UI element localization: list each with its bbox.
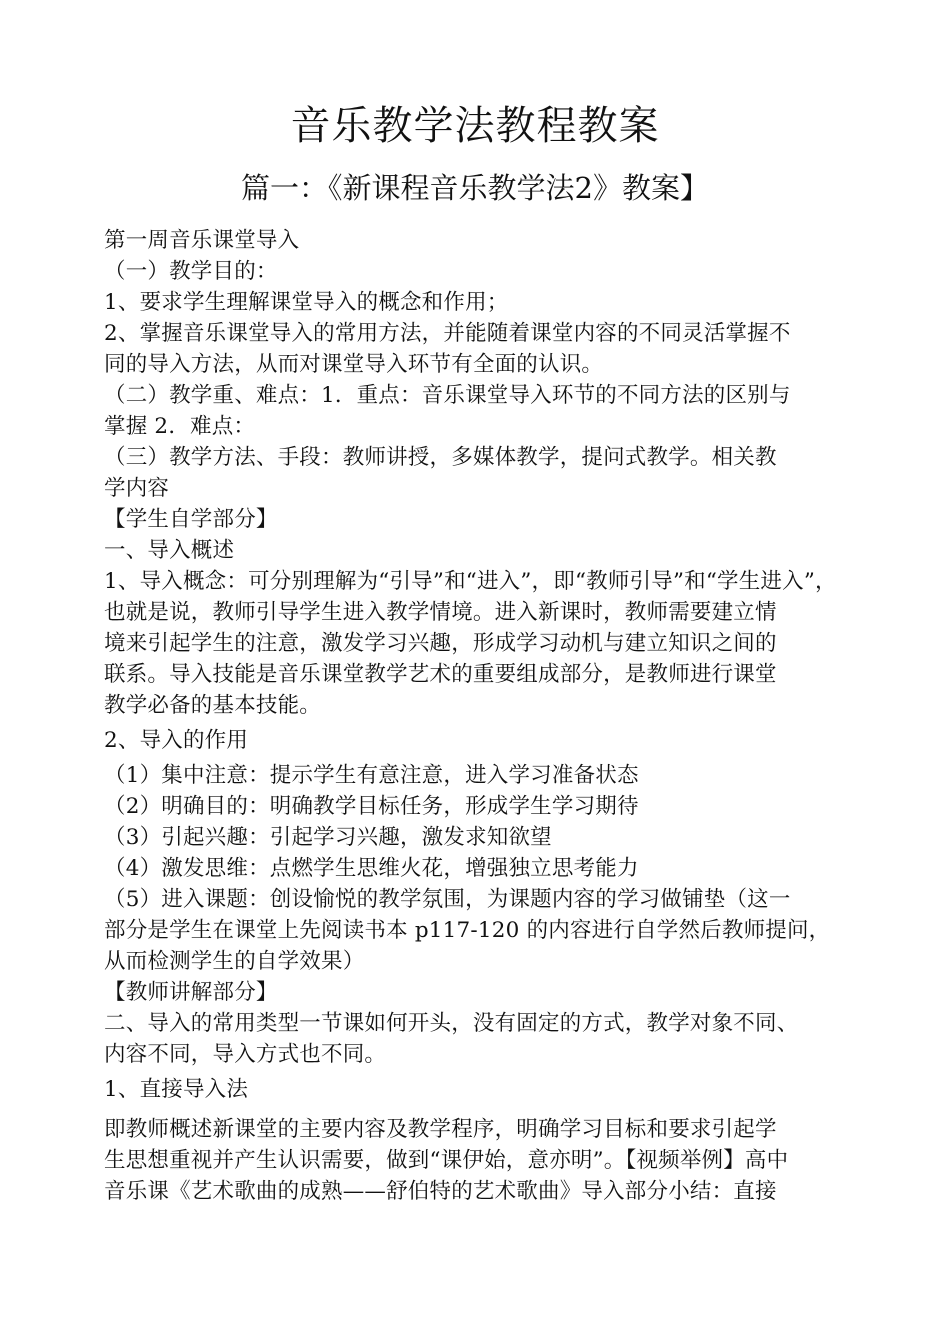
paragraph-line: 同的导入方法，从而对课堂导入环节有全面的认识。 xyxy=(104,352,604,377)
paragraph-line: 联系。导入技能是音乐课堂教学艺术的重要组成部分，是教师进行课堂 xyxy=(104,662,777,687)
paragraph-line: 也就是说，教师引导学生进入教学情境。进入新课时，教师需要建立情 xyxy=(104,600,777,625)
paragraph-line: 境来引起学生的注意，激发学习兴趣，形成学习动机与建立知识之间的 xyxy=(104,631,777,656)
paragraph-line: 内容不同，导入方式也不同。 xyxy=(104,1042,387,1067)
list-heading: 2、导入的作用 xyxy=(104,728,249,753)
section-heading: 二、导入的常用类型一节课如何开头，没有固定的方式，教学对象不同、 xyxy=(104,1011,799,1036)
paragraph-line: 1、导入概念：可分别理解为“引导”和“进入”，即“教师引导”和“学生进入”， xyxy=(104,569,837,594)
document-title: 音乐教学法教程教案 xyxy=(290,103,660,149)
list-item: （5）进入课题：创设愉悦的教学氛围，为课题内容的学习做铺垫（这一 xyxy=(104,887,791,912)
section-heading: 一、导入概述 xyxy=(104,538,235,563)
subsection-heading: （一）教学目的： xyxy=(104,259,278,284)
paragraph-line: 2、掌握音乐课堂导入的常用方法，并能随着课堂内容的不同灵活掌握不 xyxy=(104,321,791,346)
bracket-heading: 【学生自学部分】 xyxy=(104,507,278,532)
list-item: （1）集中注意：提示学生有意注意，进入学习准备状态 xyxy=(104,763,639,788)
paragraph-line: 1、要求学生理解课堂导入的概念和作用； xyxy=(104,290,509,315)
paragraph-line: 部分是学生在课堂上先阅读书本 p117-120 的内容进行自学然后教师提问， xyxy=(104,918,831,943)
list-heading: 1、直接导入法 xyxy=(104,1077,249,1102)
subsection-heading: （二）教学重、难点：1．重点：音乐课堂导入环节的不同方法的区别与 xyxy=(104,383,791,408)
bracket-heading: 【教师讲解部分】 xyxy=(104,980,278,1005)
paragraph-line: 教学必备的基本技能。 xyxy=(104,693,322,718)
paragraph-line: 掌握 2．难点： xyxy=(104,414,256,439)
list-item: （4）激发思维：点燃学生思维火花，增强独立思考能力 xyxy=(104,856,639,881)
list-item: （3）引起兴趣：引起学习兴趣，激发求知欲望 xyxy=(104,825,552,850)
paragraph-line: 生思想重视并产生认识需要，做到“课伊始，意亦明”。【视频举例】高中 xyxy=(104,1148,789,1173)
document-body xyxy=(104,225,864,1207)
document-subtitle: 篇一：《新课程音乐教学法2》教案】 xyxy=(241,171,709,205)
paragraph-line: 即教师概述新课堂的主要内容及教学程序，明确学习目标和要求引起学 xyxy=(104,1117,777,1142)
list-item: （2）明确目的：明确教学目标任务，形成学生学习期待 xyxy=(104,794,639,819)
subsection-heading: （三）教学方法、手段：教师讲授，多媒体教学，提问式教学。相关教 xyxy=(104,445,777,470)
paragraph-line: 从而检测学生的自学效果） xyxy=(104,949,365,974)
paragraph-line: 学内容 xyxy=(104,476,170,501)
section-heading: 第一周音乐课堂导入 xyxy=(104,228,300,253)
paragraph-line: 音乐课《艺术歌曲的成熟——舒伯特的艺术歌曲》导入部分小结：直接 xyxy=(104,1179,777,1204)
